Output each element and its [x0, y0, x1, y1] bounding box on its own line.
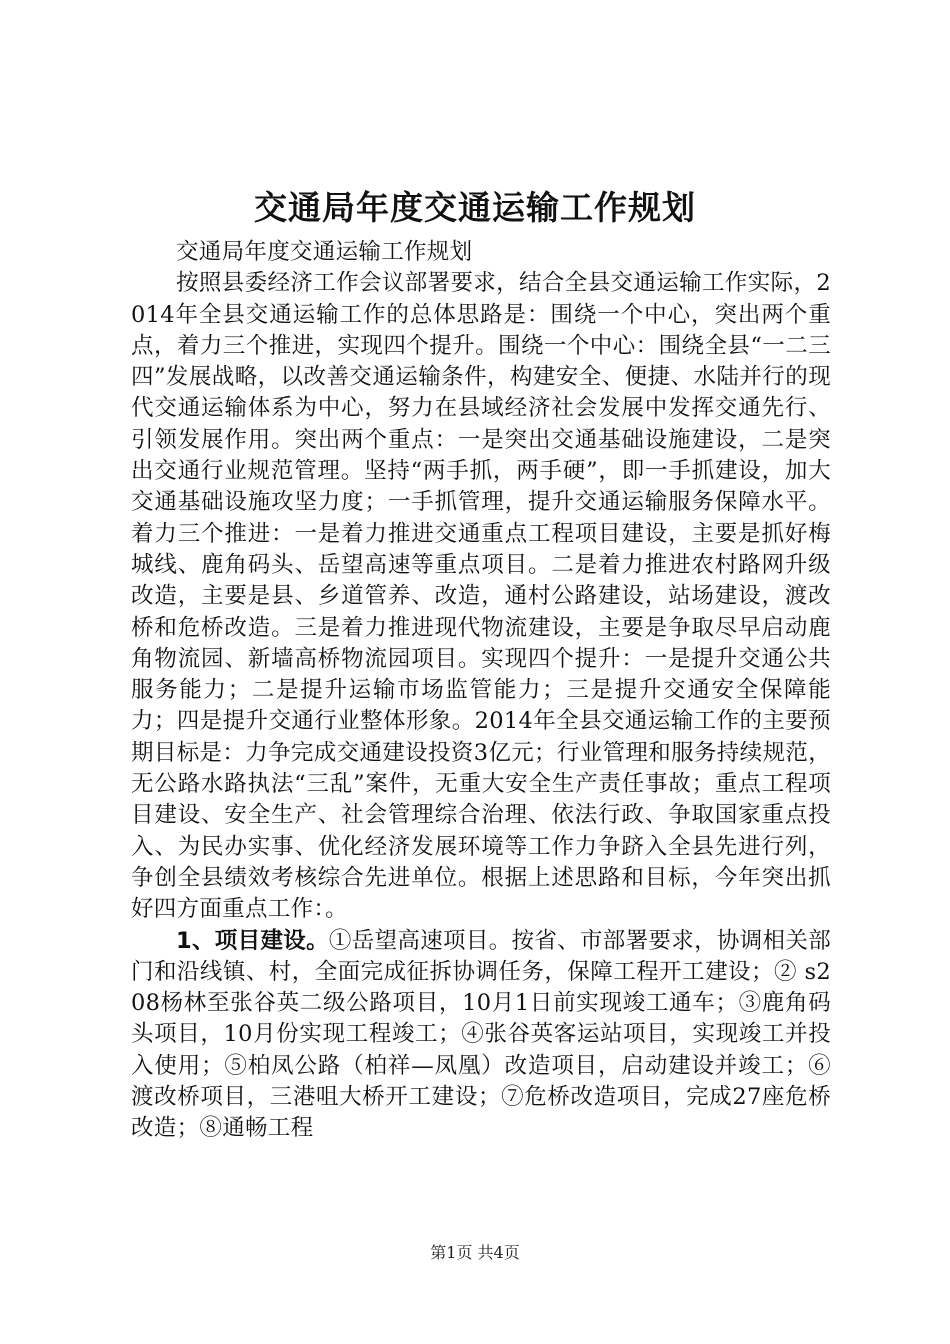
document-body: [131, 237, 831, 1145]
item-1-text: ①岳望高速项目。按省、市部署要求，协调相关部门和沿线镇、村，全面完成征拆协调任务，保障工程开工建设；② s208杨林至张谷英二级公路项目，10月1日前实现竣工通车；③鹿角码头项目，10月份实现工程竣工；④张谷英客运站项目，实现竣工并投入使用；⑤柏凤公路（柏祥—凤凰）改造项目，启动建设并竣工；⑥渡改桥项目，三港咀大桥开工建设；⑦危桥改造项目，完成27座危桥改造；⑧通畅工程: [131, 927, 831, 1142]
item-1-heading: 1、项目建设。: [176, 927, 329, 954]
page-footer: 第1页 共4页: [430, 1243, 520, 1262]
subtitle-paragraph: 交通局年度交通运输工作规划: [176, 239, 473, 265]
overview-paragraph: 按照县委经济工作会议部署要求，结合全县交通运输工作实际，2014年全县交通运输工作的总体思路是：围绕一个中心，突出两个重点，着力三个推进，实现四个提升。围绕一个中心：围绕全县“一二三四”发展战略，以改善交通运输条件，构建安全、便捷、水陆并行的现代交通运输体系为中心，努力在县域经济社会发展中发挥交通先行、引领发展作用。突出两个重点：一是突出交通基础设施建设，二是突出交通行业规范管理。坚持“两手抓，两手硬”，即一手抓建设，加大交通基础设施攻坚力度；一手抓管理，提升交通运输服务保障水平。着力三个推进：一是着力推进交通重点工程项目建设，主要是抓好梅城线、鹿角码头、岳望高速等重点项目。二是着力推进农村路网升级改造，主要是县、乡道管养、改造，通村公路建设，站场建设，渡改桥和危桥改造。三是着力推进现代物流建设，主要是争取尽早启动鹿角物流园、新墙高桥物流园项目。实现四个提升：一是提升交通公共服务能力；二是提升运输市场监管能力；三是提升交通安全保障能力；四是提升交通行业整体形象。2014年全县交通运输工作的主要预期目标是：力争完成交通建设投资3亿元；行业管理和服务持续规范，无公路水路执法“三乱”案件，无重大安全生产责任事故；重点工程项目建设、安全生产、社会管理综合治理、依法行政、争取国家重点投入、为民办实事、优化经济发展环境等工作力争跻入全县先进行列，争创全县绩效考核综合先进单位。根据上述思路和目标，今年突出抓好四方面重点工作：。: [131, 270, 831, 923]
document-title: 交通局年度交通运输工作规划: [254, 188, 696, 227]
item-1-paragraph: [131, 926, 831, 1145]
